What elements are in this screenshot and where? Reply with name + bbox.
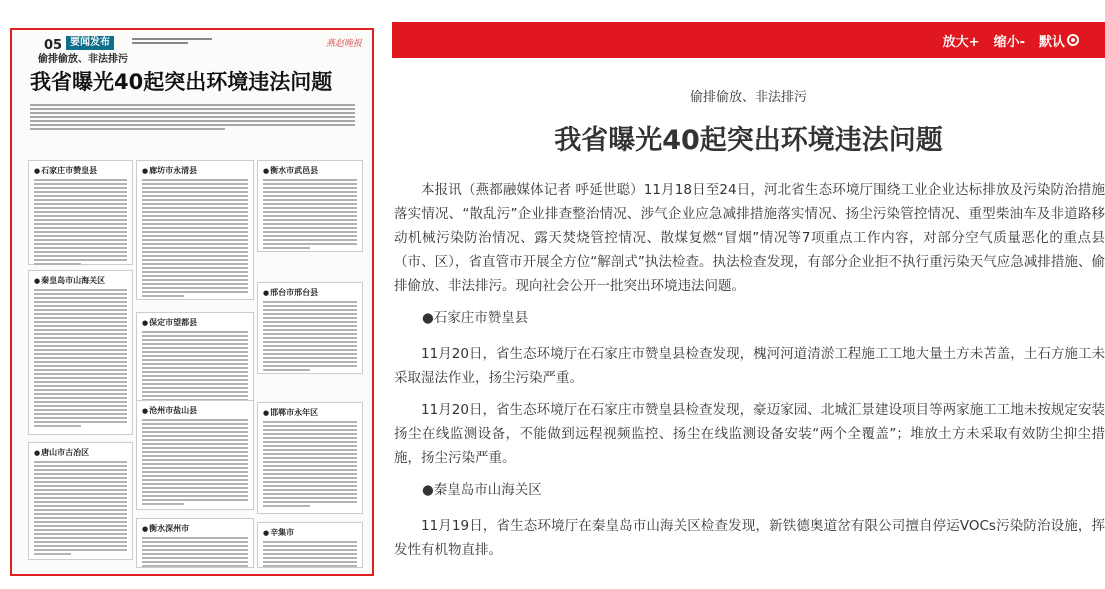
paper-card (28, 270, 133, 435)
card-body-text (142, 331, 248, 409)
card-body-text (34, 179, 127, 265)
article-paragraph: 11月19日，省生态环境厅在秦皇岛市山海关区检查发现，新铁德奥道岔有限公司擅自停运VOCs污染防治设施，挥发性有机物直排。 (394, 518, 1105, 558)
zoom-in-button[interactable]: 放大+ (942, 34, 980, 50)
card-title: ● 保定市望都县 (142, 317, 248, 328)
card-body-text (263, 179, 357, 249)
paper-headline: 我省曝光40起突出环境违法问题 (30, 70, 333, 94)
card-title: ● 辛集市 (263, 527, 357, 538)
paper-card (136, 400, 254, 510)
region-heading: ●石家庄市赞皇县 (422, 310, 529, 326)
article-paragraph: 11月20日，省生态环境厅在石家庄市赞皇县检查发现，槐河河道清淤工程施工工地大量土方未苫盖，土石方施工未采取湿法作业，扬尘污染严重。 (394, 346, 1105, 386)
paper-card (136, 312, 254, 412)
article-paragraph: 11月20日，省生态环境厅在石家庄市赞皇县检查发现，豪迈家园、北城汇景建设项目等两家施工工地未按规定安装扬尘在线监测设备，不能做到远程视频监控、扬尘在线监测设备安装“两个全覆盖”；堆放土方未采取有效防尘抑尘措施，扬尘污染严重。 (394, 402, 1105, 466)
region-heading: ●秦皇岛市山海关区 (422, 482, 542, 498)
masthead-fine-print (132, 36, 212, 48)
card-title: ● 沧州市盐山县 (142, 405, 248, 416)
newspaper-page-thumbnail[interactable] (10, 28, 374, 576)
reset-circle-icon (1067, 34, 1079, 46)
article-paragraph: 本报讯（燕都融媒体记者 呼延世聪）11月18日至24日，河北省生态环境厅围绕工业企业达标排放及污染防治措施落实情况、“散乱污”企业排查整治情况、涉气企业应急减排措施落实情况、扬尘污染管控情况、重型柴油车及非道路移动机械污染防治情况、露天焚烧管控情况、散煤复燃“冒烟”情况等7项重点工作内容，对部分空气质量恶化的重点县（市、区），省直管市开展全方位“解剖式”执法检查。执法检查发现，有部分企业拒不执行重污染天气应急减排措施、偷排偷放、非法排污。现向社会公开一批突出环境违法问题。 (394, 182, 1105, 294)
page-number: 05 (44, 38, 63, 53)
card-body-text (263, 301, 357, 371)
paper-card (136, 518, 254, 568)
card-title: ● 秦皇岛市山海关区 (34, 275, 127, 286)
paper-card (257, 522, 363, 568)
paper-subtitle: 偷排偷放、非法排污 (38, 54, 128, 65)
paper-columns (22, 150, 367, 570)
paper-intro-text (30, 104, 355, 140)
paper-card (28, 160, 133, 265)
paper-logo: 燕赵晚报 (325, 39, 362, 49)
paper-card (257, 160, 363, 252)
card-title: ● 衡水深州市 (142, 523, 248, 534)
card-body-text (34, 461, 127, 555)
font-size-toolbar (392, 22, 1105, 58)
toolbar-buttons (943, 22, 1079, 58)
article-kicker: 偷排偷放、非法排污 (689, 90, 807, 105)
article-body (392, 178, 1105, 570)
card-title: ● 廊坊市永清县 (142, 165, 248, 176)
article-title: 我省曝光40起突出环境违法问题 (554, 125, 943, 156)
reset-button[interactable] (1039, 31, 1079, 50)
card-body-text (142, 419, 248, 505)
paper-card (136, 160, 254, 300)
card-body-text (142, 537, 248, 567)
card-body-text (142, 179, 248, 297)
paper-card (28, 442, 133, 560)
card-title: ● 衡水市武邑县 (263, 165, 357, 176)
card-body-text (34, 289, 127, 427)
card-title: ● 邢台市邢台县 (263, 287, 357, 298)
card-title: ● 石家庄市赞皇县 (34, 165, 127, 176)
reset-button-label: 默认 (1038, 34, 1065, 50)
card-body-text (263, 541, 357, 567)
section-tag: 要闻发布 (66, 36, 114, 50)
paper-card (257, 282, 363, 374)
zoom-out-button[interactable]: 缩小- (993, 34, 1025, 50)
paper-card (257, 402, 363, 514)
article-content (392, 58, 1105, 589)
card-body-text (263, 421, 357, 507)
card-title: ● 唐山市古冶区 (34, 447, 127, 458)
card-title: ● 邯郸市永年区 (263, 407, 357, 418)
